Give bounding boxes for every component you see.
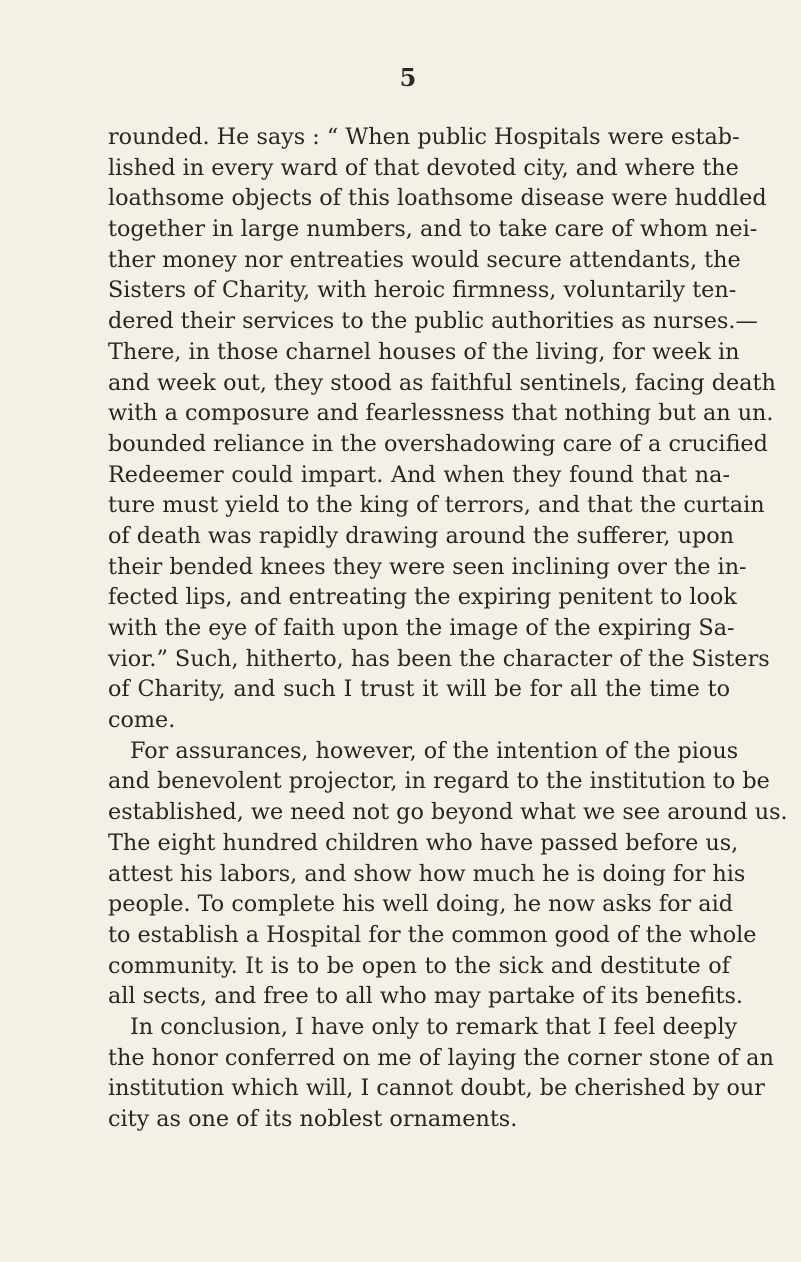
text-line: fected lips, and entreating the expiring penitent to look [108,584,737,611]
text-line: Redeemer could impart. And when they found that na- [108,461,730,488]
text-line: all sects, and free to all who may partake of its benefits. [108,983,743,1010]
text-line: rounded. He says : “ When public Hospitals were estab- [108,124,740,150]
text-line: loathsome objects of this loathsome disease were huddled [108,185,767,212]
text-line: of death was rapidly drawing around the sufferer, upon [108,522,734,549]
paragraph-3 [108,1012,774,1135]
text-line: For assurances, however, of the intention of the pious [130,737,739,764]
text-line: vior.” Such, hitherto, has been the character of the Sisters [108,645,770,672]
text-line: dered their services to the public authorities as nurses.— [108,308,758,335]
text-line: There, in those charnel houses of the living, for week in [108,338,740,365]
text-line: their bended knees they were seen inclining over the in- [108,553,747,580]
text-line: The eight hundred children who have passed before us, [108,829,739,856]
text-line: the honor conferred on me of laying the corner stone of an [108,1044,774,1071]
text-line: community. It is to be open to the sick and destitute of [108,952,730,979]
text-line: together in large numbers, and to take care of whom nei- [108,216,758,243]
text-line: lished in every ward of that devoted city, and where the [108,154,739,181]
text-line: of Charity, and such I trust it will be for all the time to [108,676,730,703]
text-line: people. To complete his well doing, he now asks for aid [108,891,733,918]
text-line: to establish a Hospital for the common good of the whole [108,921,757,948]
text-line: come. [108,707,176,734]
text-line: In conclusion, I have only to remark that I feel deeply [130,1013,738,1040]
text-line: city as one of its noblest ornaments. [108,1106,518,1132]
text-line: ture must yield to the king of terrors, and that the curtain [108,492,765,519]
paragraph-1 [108,122,776,736]
text-line: institution which will, I cannot doubt, be cherished by our [108,1075,765,1102]
text-line: attest his labors, and show how much he is doing for his [108,860,746,887]
text-line: with a composure and fearlessness that nothing but an un. [108,400,774,427]
text-line: established, we need not go beyond what we see around us. [108,799,788,826]
text-line: Sisters of Charity, with heroic firmness, voluntarily ten- [108,277,737,304]
text-line: and benevolent projector, in regard to the institution to be [108,768,770,795]
body-text [108,122,788,1135]
text-line: with the eye of faith upon the image of the expiring Sa- [108,615,735,641]
paragraph-2 [108,736,788,1012]
text-line: and week out, they stood as faithful sentinels, facing death [108,369,776,396]
text-line: ther money nor entreaties would secure attendants, the [108,246,741,273]
text-line: bounded reliance in the overshadowing care of a crucified [108,430,768,457]
page-number: 5 [399,63,417,92]
